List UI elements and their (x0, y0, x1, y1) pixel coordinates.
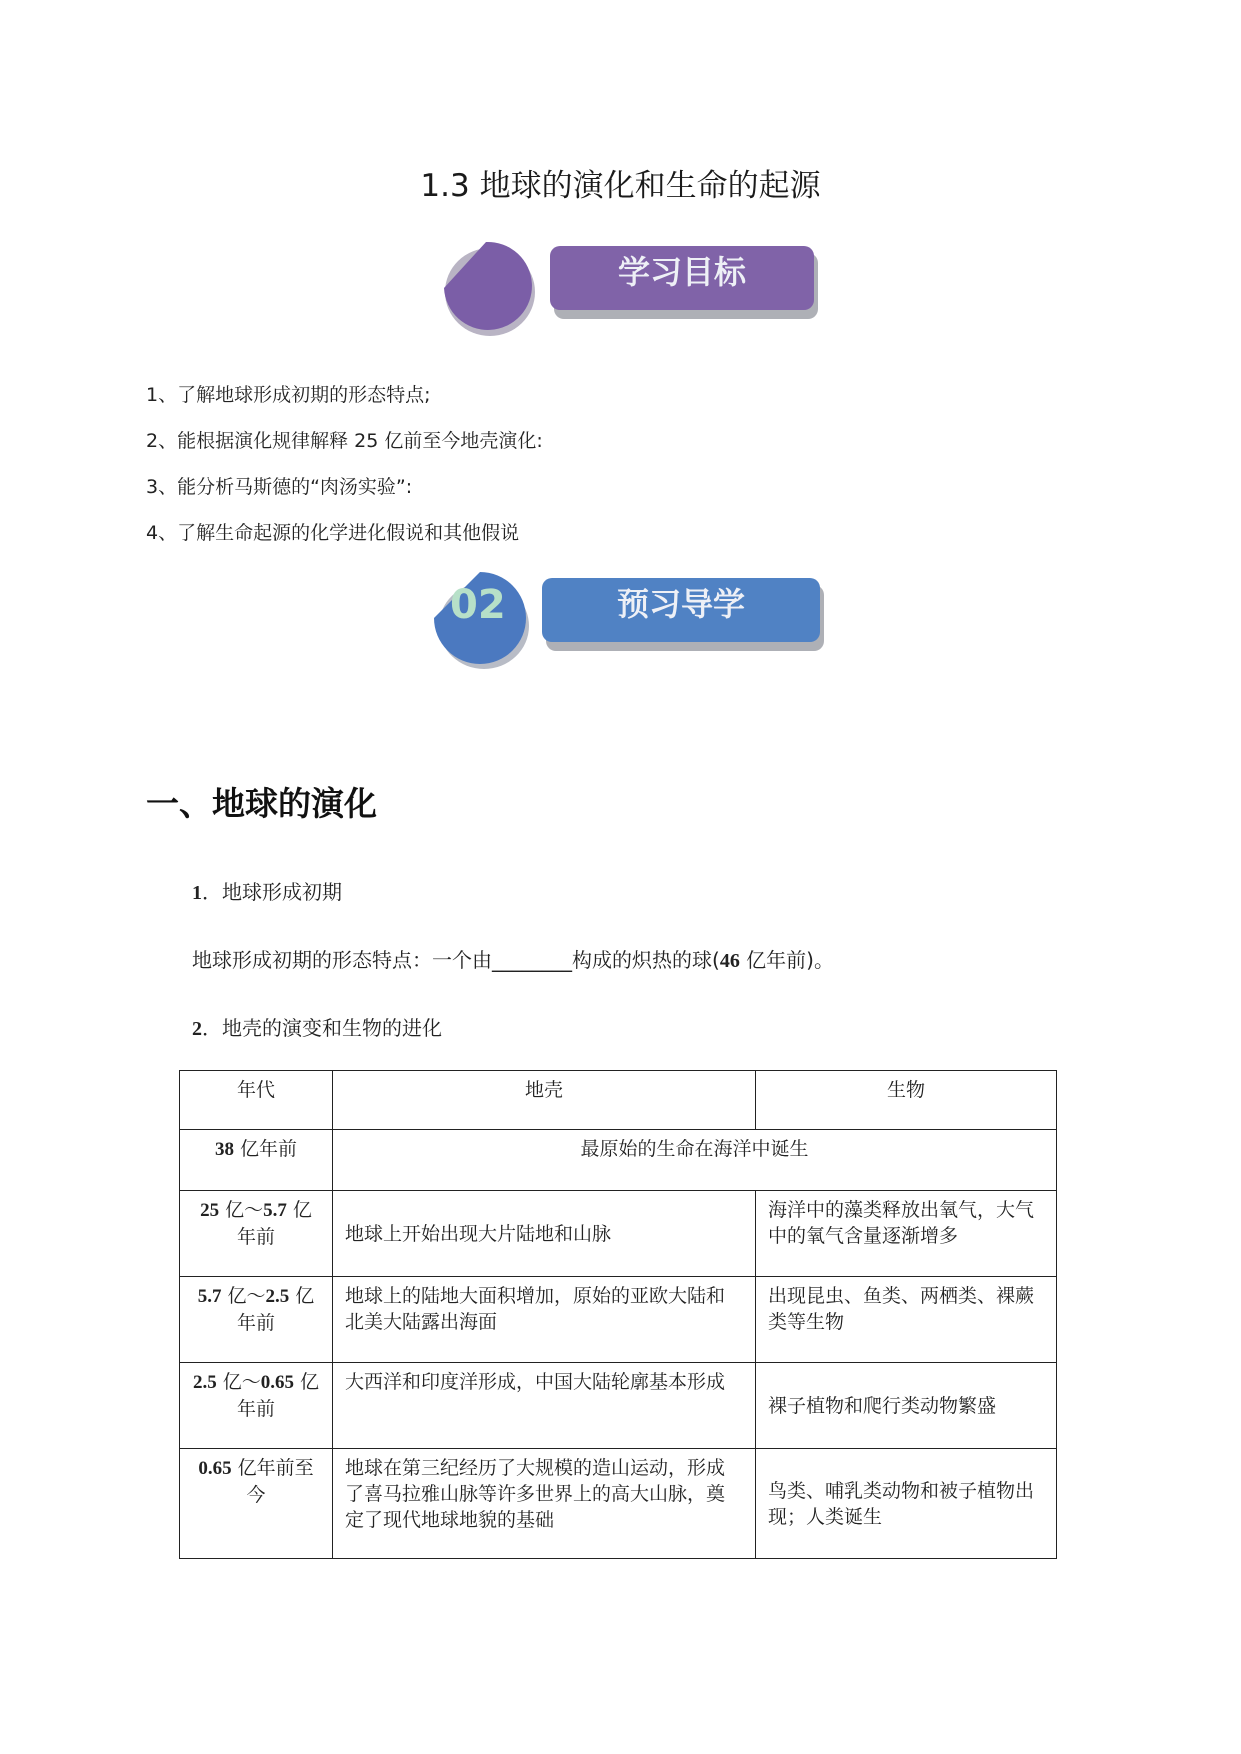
life-cell: 出现昆虫、鱼类、两栖类、裸蕨类等生物 (756, 1277, 1057, 1363)
era-cell: 25 亿～5.7 亿年前 (180, 1191, 333, 1277)
crust-cell: 地球上的陆地大面积增加，原始的亚欧大陆和北美大陆露出海面 (333, 1277, 756, 1363)
era-cell: 5.7 亿～2.5 亿年前 (180, 1277, 333, 1363)
life-cell: 裸子植物和爬行类动物繁盛 (756, 1363, 1057, 1449)
crust-cell: 地球上开始出现大片陆地和山脉 (333, 1191, 756, 1277)
subheading-number: 2 (192, 1018, 202, 1040)
life-cell: 海洋中的藻类释放出氧气，大气中的氧气含量逐渐增多 (756, 1191, 1057, 1277)
table-row (180, 1191, 1057, 1277)
banner-number: 02 (450, 582, 506, 628)
objective-item: 3、能分析马斯德的“肉汤实验”: (146, 476, 413, 498)
table-row (180, 1130, 1057, 1191)
formation-paragraph: 地球形成初期的形态特点：一个由________构成的炽热的球(46 亿年前)。 (192, 948, 834, 972)
objective-item: 4、了解生命起源的化学进化假说和其他假说 (146, 522, 520, 544)
objectives-list (146, 372, 543, 556)
era-cell: 0.65 亿年前至今 (180, 1449, 333, 1559)
era-cell: 38 亿年前 (180, 1130, 333, 1191)
crust-cell: 大西洋和印度洋形成，中国大陆轮廓基本形成 (333, 1363, 756, 1449)
table-header-row (180, 1071, 1057, 1130)
banner-label: 预习导学 (542, 578, 820, 642)
objective-item: 1、了解地球形成初期的形态特点; (146, 384, 431, 406)
page-title: 1.3 地球的演化和生命的起源 (420, 168, 821, 204)
header-crust: 地壳 (333, 1071, 756, 1130)
banner-circle-icon (440, 238, 540, 338)
merged-cell: 最原始的生命在海洋中诞生 (333, 1130, 1057, 1191)
crust-cell: 地球在第三纪经历了大规模的造山运动，形成了喜马拉雅山脉等许多世界上的高大山脉，奠定了现代地球地貌的基础 (333, 1449, 756, 1559)
objective-item: 2、能根据演化规律解释 25 亿前至今地壳演化: (146, 430, 543, 452)
subheading-number: 1 (192, 882, 202, 904)
subheading-1: 1．地球形成初期 (192, 880, 342, 904)
evolution-table (179, 1070, 1057, 1559)
table-row (180, 1363, 1057, 1449)
era-cell: 2.5 亿～0.65 亿年前 (180, 1363, 333, 1449)
header-life: 生物 (756, 1071, 1057, 1130)
banner-label: 学习目标 (550, 246, 814, 310)
section-heading: 一、地球的演化 (146, 784, 377, 823)
preview-banner (432, 570, 828, 670)
subheading-2: 2．地壳的演变和生物的进化 (192, 1016, 442, 1040)
learning-objectives-banner (440, 238, 820, 338)
table-row (180, 1449, 1057, 1559)
life-cell: 鸟类、哺乳类动物和被子植物出现；人类诞生 (756, 1449, 1057, 1559)
header-era: 年代 (180, 1071, 333, 1130)
table-row (180, 1277, 1057, 1363)
